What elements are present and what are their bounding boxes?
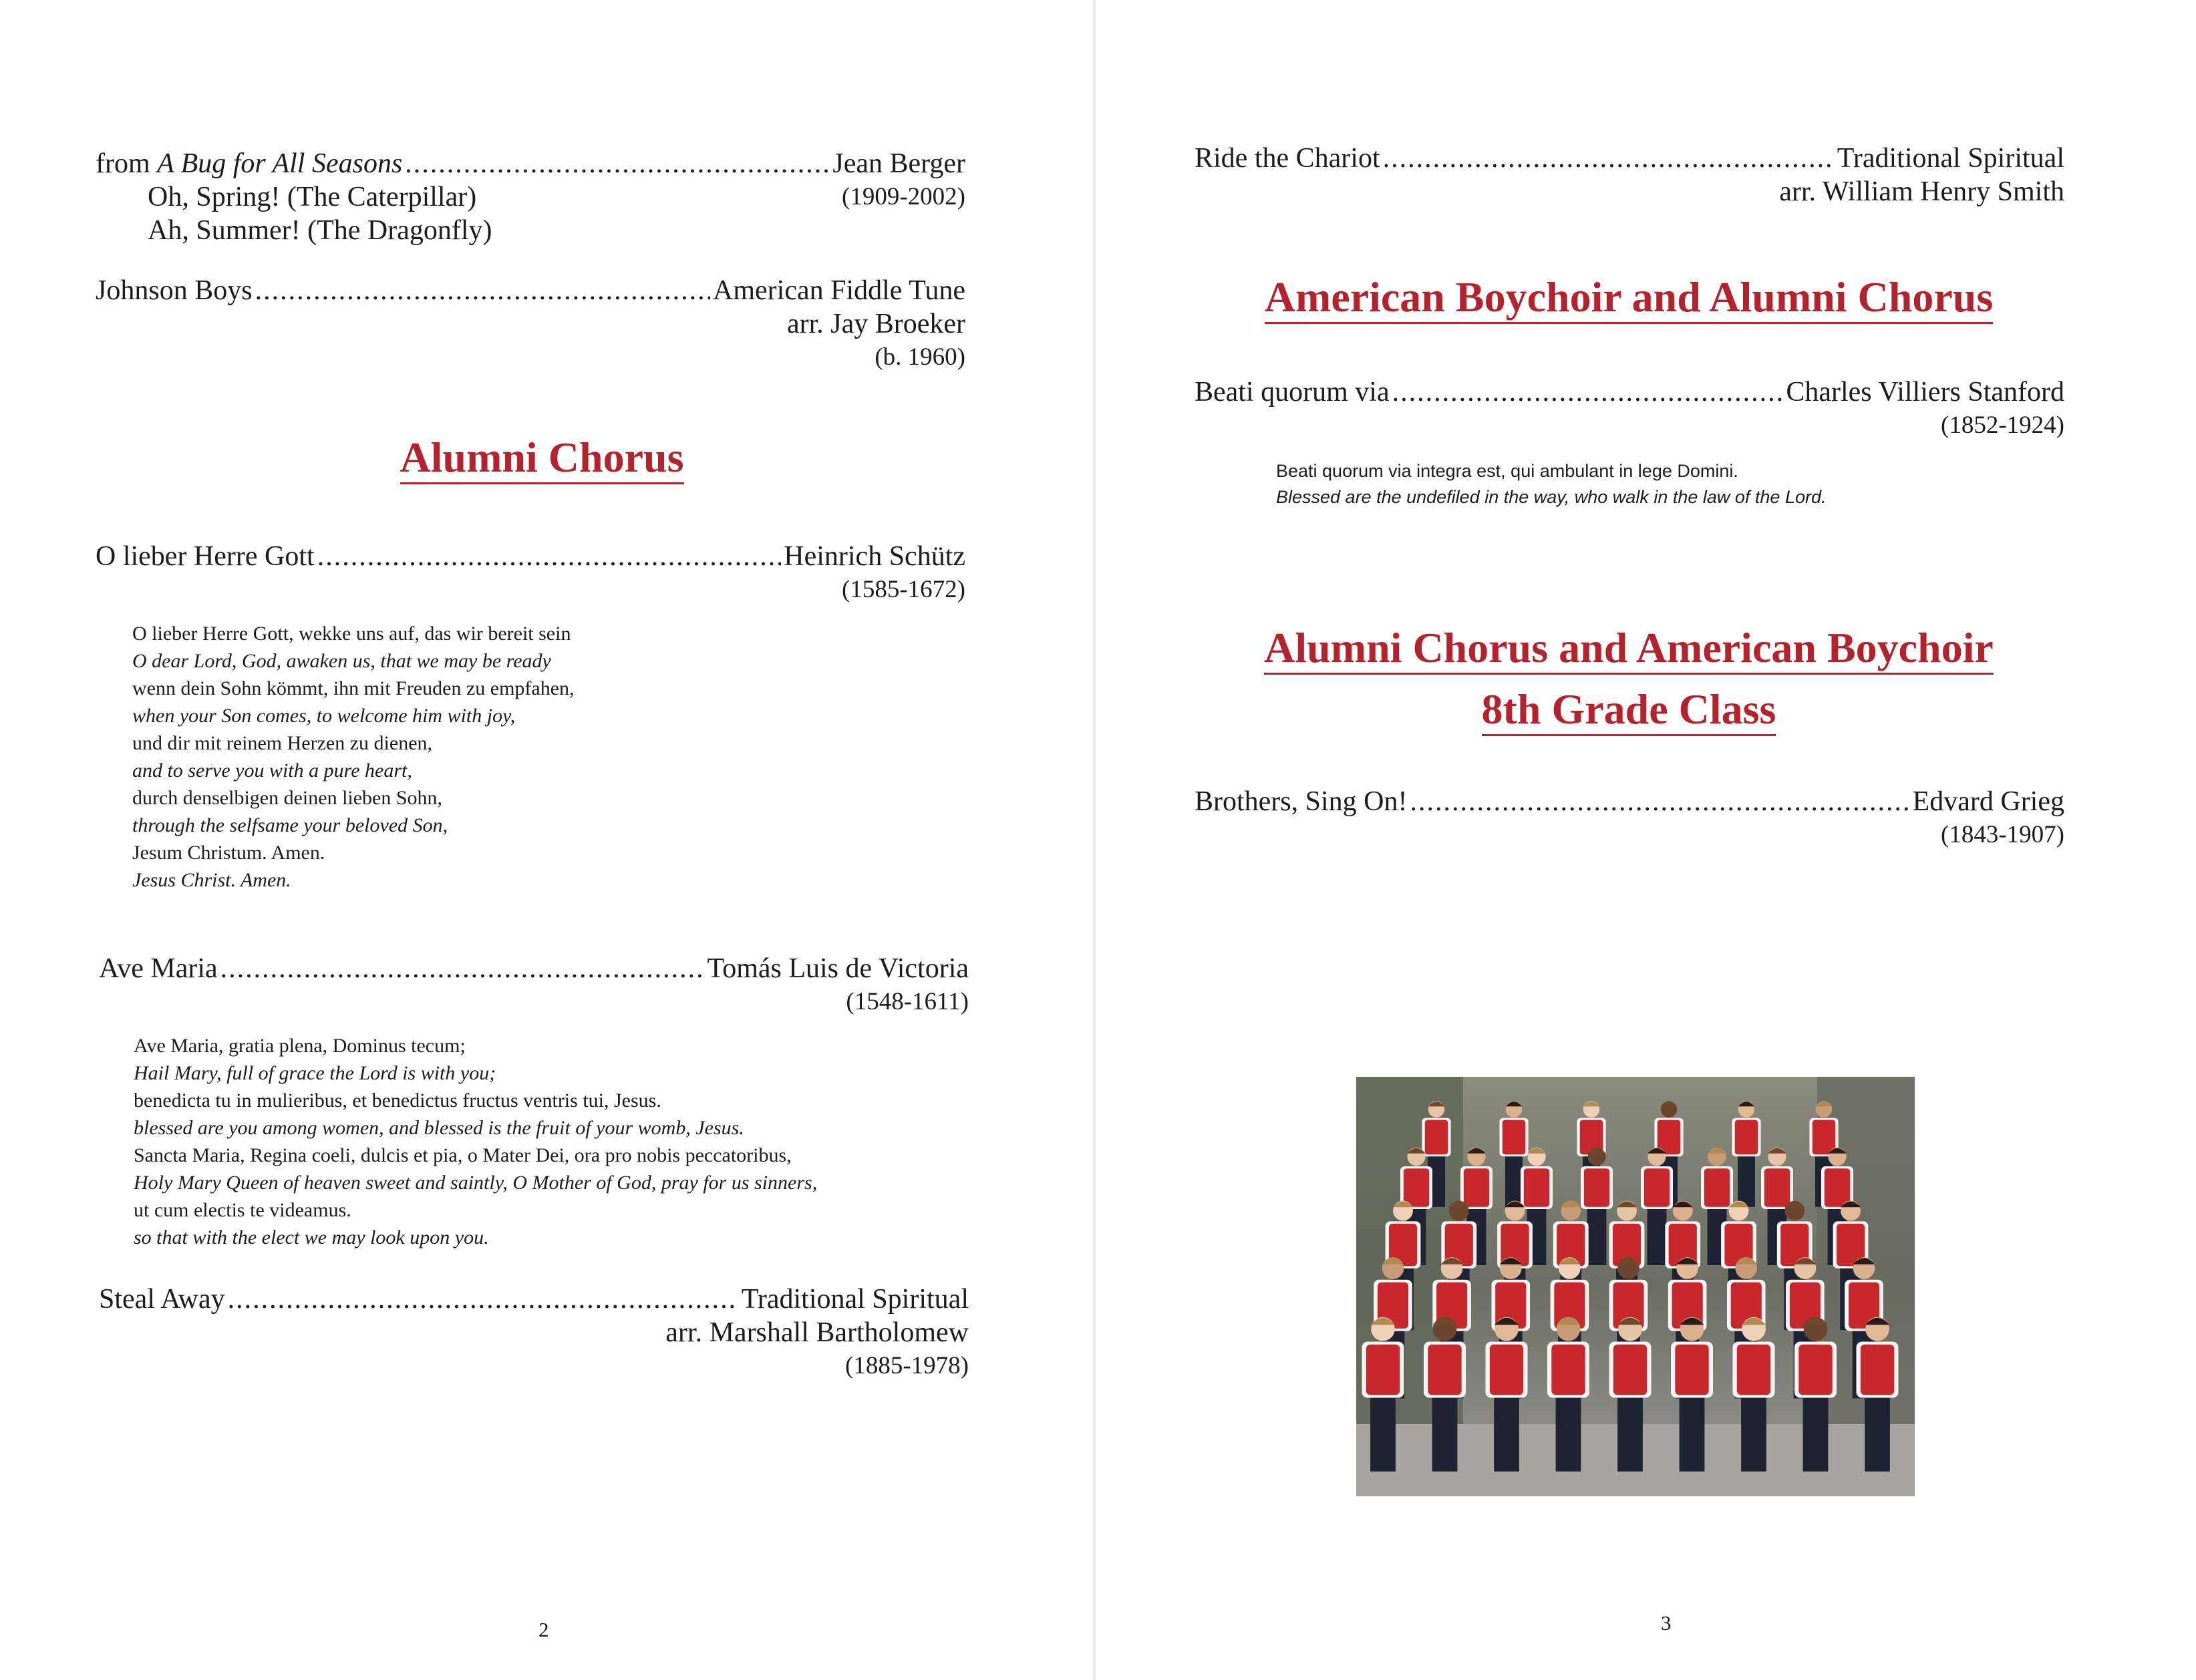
dot-leader	[405, 147, 830, 180]
dot-leader	[317, 540, 782, 573]
lyric-translation-line: Jesus Christ. Amen.	[132, 869, 291, 891]
composer-name: Charles Villiers Stanford	[1786, 377, 2064, 407]
composer-name: Jean Berger	[832, 148, 965, 179]
piece-bug-for-all-seasons	[96, 147, 965, 247]
composer-name: Edvard Grieg	[1912, 786, 2064, 817]
red-vest	[1428, 1345, 1461, 1395]
trousers	[1505, 1149, 1523, 1206]
composer-name: Traditional Spiritual	[1837, 143, 2064, 174]
dot-leader	[220, 952, 705, 985]
red-vest	[1737, 1345, 1770, 1395]
red-vest	[1644, 1168, 1670, 1207]
composer-name: Traditional Spiritual	[741, 1284, 969, 1315]
trousers	[1680, 1387, 1705, 1472]
piece-title: from A Bug for All Seasons	[96, 148, 403, 179]
composer-name: Tomás Luis de Victoria	[707, 953, 969, 984]
piece-o-lieber-herre-gott	[96, 540, 965, 607]
heading-line-2: 8th Grade Class	[1482, 685, 1776, 736]
red-vest	[1524, 1168, 1549, 1207]
piece-title: O lieber Herre Gott	[96, 541, 315, 572]
lyric-line: wenn dein Sohn kömmt, ihn mit Freuden zu empfahen,	[132, 677, 575, 699]
trousers	[1432, 1387, 1458, 1472]
composer-dates: (1585-1672)	[842, 576, 965, 603]
dot-leader	[1392, 375, 1784, 409]
red-vest	[1404, 1168, 1429, 1207]
piece-beati-quorum-via	[1195, 375, 2064, 442]
piece-title: Brothers, Sing On!	[1195, 786, 1408, 817]
lyric-line: Ave Maria, gratia plena, Dominus tecum;	[134, 1035, 466, 1057]
red-vest	[1490, 1345, 1523, 1395]
red-vest	[1425, 1120, 1448, 1154]
piece-johnson-boys	[96, 274, 965, 374]
choir-photo-drawing	[1356, 1077, 1915, 1496]
red-vest	[1584, 1168, 1609, 1207]
trousers	[1556, 1387, 1581, 1472]
piece-title: Ave Maria	[99, 953, 218, 984]
red-vest	[1366, 1345, 1400, 1395]
red-vest	[1704, 1168, 1730, 1207]
heading-line-1: Alumni Chorus and American Boychoir	[1264, 624, 1994, 675]
dot-leader	[1383, 142, 1835, 175]
arranger: arr. Marshall Bartholomew	[665, 1317, 969, 1348]
piece-title: Steal Away	[99, 1284, 225, 1315]
composer-dates: (1852-1924)	[1941, 411, 2064, 439]
lyric-line: und dir mit reinem Herzen zu dienen,	[132, 732, 433, 754]
red-vest	[1764, 1168, 1790, 1207]
dot-leader	[1410, 785, 1910, 818]
red-vest	[1861, 1345, 1894, 1395]
composer-name: Heinrich Schütz	[784, 541, 965, 572]
piece-brothers-sing-on	[1195, 785, 2064, 852]
composer-dates: (1843-1907)	[1941, 821, 2064, 848]
trousers	[1617, 1387, 1643, 1472]
lyric-translation-line: and to serve you with a pure heart,	[132, 760, 412, 782]
lyric-translation-line: when your Son comes, to welcome him with joy,	[132, 705, 516, 727]
page-left	[0, 0, 1096, 1680]
red-vest	[1798, 1345, 1832, 1395]
lyric-line: O lieber Herre Gott, wekke uns auf, das wir bereit sein	[132, 623, 571, 645]
piece-title: Ride the Chariot	[1195, 143, 1380, 174]
movement-2: Ah, Summer! (The Dragonfly)	[148, 215, 492, 246]
composer-dates: (1909-2002)	[842, 183, 965, 210]
arranger-dates: (1885-1978)	[845, 1352, 969, 1379]
red-vest	[1551, 1345, 1585, 1395]
trousers	[1648, 1201, 1667, 1265]
red-vest	[1503, 1120, 1526, 1154]
composer-name: American Fiddle Tune	[713, 275, 965, 306]
lyric-translation-line: blessed are you among women, and blessed is the fruit of your womb, Jesus.	[134, 1117, 744, 1139]
lyric-translation-line: Blessed are the undefiled in the way, who walk in the law of the Lord.	[1276, 487, 1827, 507]
lyric-line: Beati quorum via integra est, qui ambulant in lege Domini.	[1276, 461, 1738, 481]
lyric-translation-line: through the selfsame your beloved Son,	[132, 814, 448, 836]
page-right	[1096, 0, 2196, 1680]
arranger: arr. William Henry Smith	[1779, 176, 2064, 207]
piece-title: Johnson Boys	[96, 275, 253, 306]
red-vest	[1464, 1168, 1489, 1207]
movement-1: Oh, Spring! (The Caterpillar)	[148, 182, 477, 212]
dot-leader	[228, 1283, 739, 1316]
section-heading-alumni-and-8th-grade	[1195, 621, 2063, 736]
lyrics-beati-quorum-via	[1276, 458, 1944, 510]
trousers	[1741, 1387, 1766, 1472]
dot-leader	[255, 274, 710, 307]
red-vest	[1735, 1120, 1758, 1154]
lyric-line: ut cum electis te videamus.	[134, 1199, 351, 1221]
trousers	[1803, 1387, 1829, 1472]
lyric-line: Jesum Christum. Amen.	[132, 842, 325, 864]
trousers	[1370, 1387, 1396, 1472]
trousers	[1494, 1387, 1519, 1472]
arranger-dates: (b. 1960)	[875, 343, 965, 371]
piece-ave-maria	[99, 952, 969, 1019]
lyric-line: durch denselbigen deinen lieben Sohn,	[132, 787, 443, 809]
lyric-translation-line: Holy Mary Queen of heaven sweet and saintly, O Mother of God, pray for us sinners,	[134, 1172, 818, 1194]
lyric-line: Sancta Maria, Regina coeli, dulcis et pia, o Mater Dei, ora pro nobis peccatoribus,	[134, 1144, 792, 1166]
arranger: arr. Jay Broeker	[786, 309, 965, 339]
trousers	[1865, 1387, 1890, 1472]
section-heading-boychoir-and-alumni: American Boychoir and Alumni Chorus	[1195, 271, 2063, 324]
choir-group-photo	[1356, 1077, 1915, 1496]
lyrics-o-lieber-herre-gott	[132, 620, 867, 894]
piece-ride-the-chariot	[1195, 142, 2064, 208]
page-number: 2	[538, 1618, 549, 1641]
piece-title: Beati quorum via	[1195, 377, 1390, 407]
red-vest	[1613, 1345, 1647, 1395]
red-vest	[1825, 1168, 1850, 1207]
lyric-line: benedicta tu in mulieribus, et benedictus fructus ventris tui, Jesus.	[134, 1089, 661, 1112]
section-heading-alumni-chorus: Alumni Chorus	[96, 431, 988, 484]
composer-dates: (1548-1611)	[846, 988, 969, 1015]
lyric-translation-line: Hail Mary, full of grace the Lord is with you;	[134, 1062, 496, 1084]
red-vest	[1675, 1345, 1708, 1395]
lyric-translation-line: O dear Lord, God, awaken us, that we may be ready	[132, 650, 551, 672]
lyric-translation-line: so that with the elect we may look upon you.	[134, 1226, 489, 1248]
lyrics-ave-maria	[134, 1032, 935, 1251]
page-number: 3	[1661, 1611, 1672, 1635]
trousers	[1587, 1201, 1607, 1265]
piece-steal-away	[99, 1283, 969, 1383]
trousers	[1738, 1149, 1755, 1206]
